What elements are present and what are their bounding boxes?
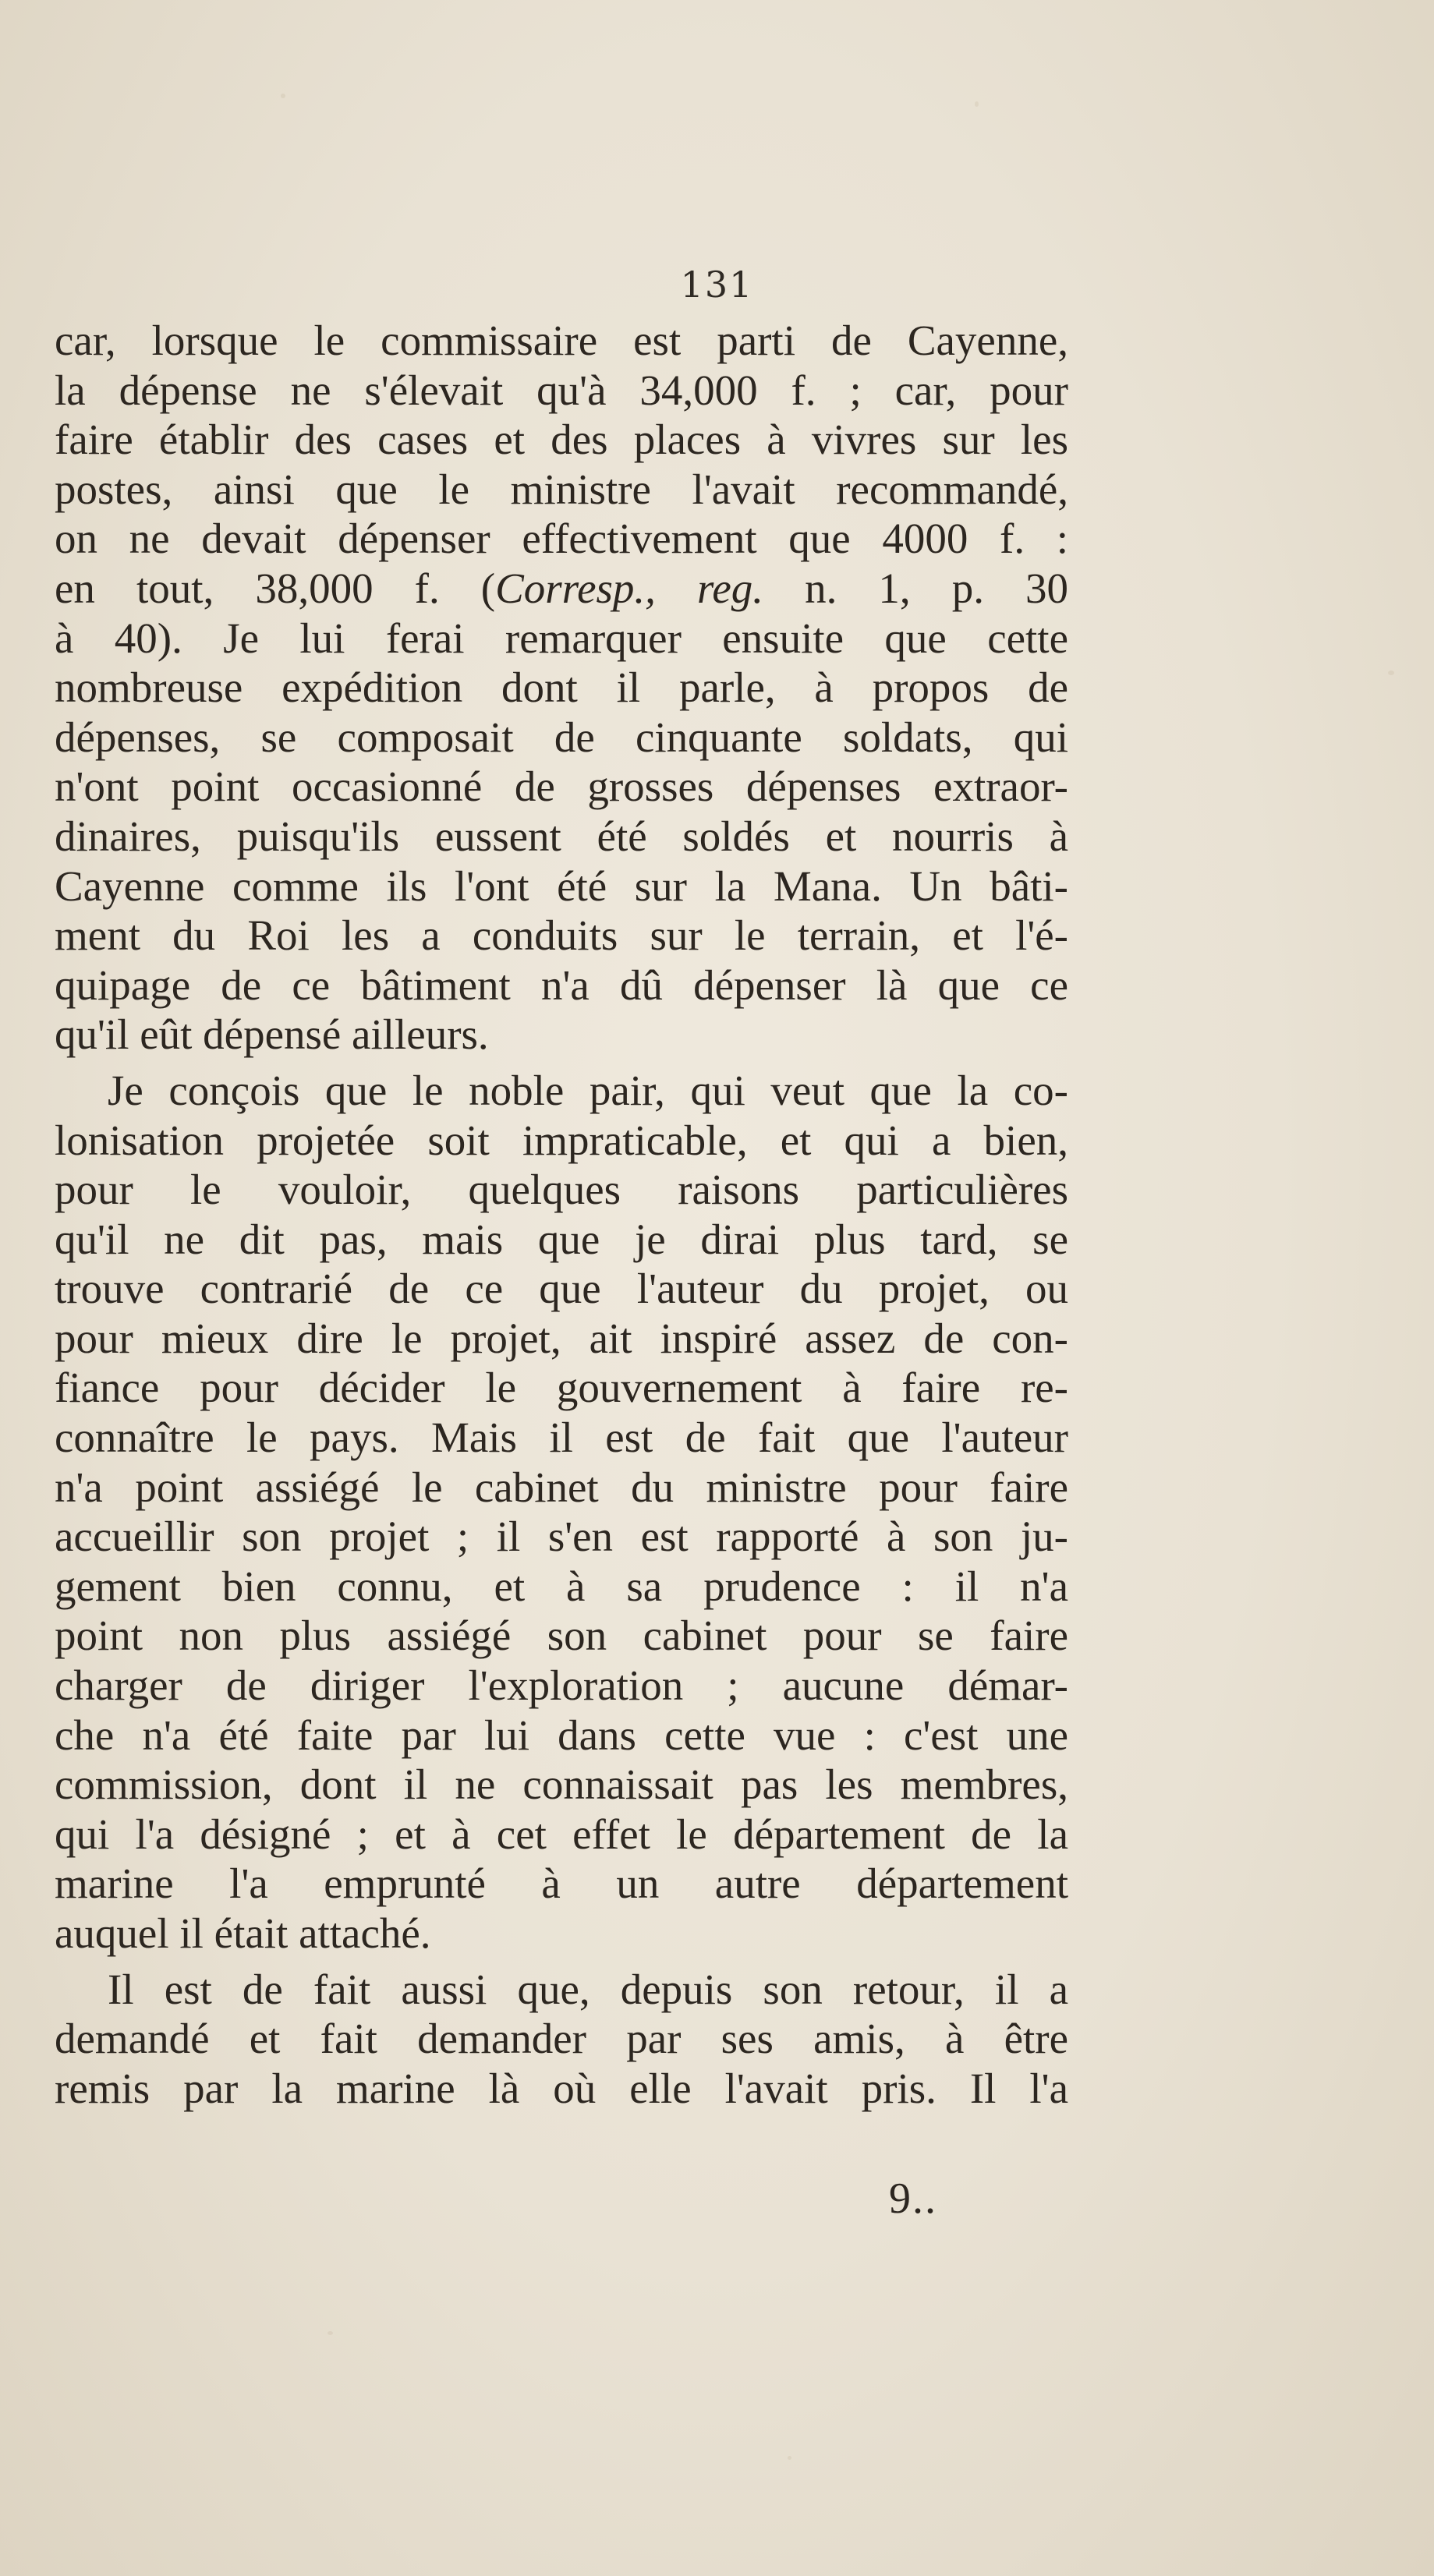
text-line: nombreuse expédition dont il parle, à propos de	[55, 663, 1068, 712]
text-line: quipage de ce bâtiment n'a dû dépenser là que ce	[55, 961, 1068, 1009]
text-line: che n'a été faite par lui dans cette vue : c'est une	[55, 1711, 1068, 1759]
text-line: lonisation projetée soit impraticable, et qui a bien,	[55, 1116, 1068, 1164]
text-line: accueillir son projet ; il s'en est rapporté à son ju-	[55, 1513, 1068, 1561]
paper-spot	[1388, 671, 1394, 675]
text-line: auquel il était attaché.	[55, 1909, 431, 1957]
text-line: postes, ainsi que le ministre l'avait recommandé,	[55, 465, 1068, 513]
text-line: à 40). Je lui ferai remarquer ensuite que cette	[55, 614, 1068, 662]
text-line: ment du Roi les a conduits sur le terrain, et l'é-	[55, 911, 1068, 960]
paper-spot	[281, 94, 285, 98]
paper-spot	[975, 101, 979, 107]
paragraph-start-line: Il est de fait aussi que, depuis son retour, il a	[108, 1965, 1068, 2013]
text-line: dinaires, puisqu'ils eussent été soldés et nourris à	[55, 812, 1068, 860]
text-line	[55, 564, 1068, 614]
text-fragment: en tout, 38,000 f. (	[55, 564, 496, 612]
paper-spot	[328, 2331, 333, 2335]
body-text	[55, 316, 1068, 2113]
text-line: remis par la marine là où elle l'avait pris. Il l'a	[55, 2064, 1068, 2112]
text-line: qu'il eût dépensé ailleurs.	[55, 1010, 489, 1059]
text-line: connaître le pays. Mais il est de fait que l'auteur	[55, 1414, 1068, 1462]
text-line: commission, dont il ne connaissait pas les membres,	[55, 1760, 1068, 1809]
text-line: dépenses, se composait de cinquante soldats, qui	[55, 713, 1068, 761]
text-line: pour le vouloir, quelques raisons particulières	[55, 1166, 1068, 1214]
paragraph-start-line: Je conçois que le noble pair, qui veut que la co-	[108, 1066, 1068, 1114]
text-line: Cayenne comme ils l'ont été sur la Mana. Un bâti-	[55, 862, 1068, 910]
text-line: point non plus assiégé son cabinet pour se faire	[55, 1612, 1068, 1660]
text-line: gement bien connu, et à sa prudence : il n'a	[55, 1562, 1068, 1610]
text-line: car, lorsque le commissaire est parti de Cayenne,	[55, 317, 1068, 364]
text-line: fiance pour décider le gouvernement à faire re-	[55, 1364, 1068, 1412]
text-line: qui l'a désigné ; et à cet effet le département de la	[55, 1810, 1068, 1858]
text-line: marine l'a emprunté à un autre département	[55, 1859, 1068, 1908]
text-line: charger de diriger l'exploration ; aucune démar-	[55, 1661, 1068, 1710]
text-line: n'a point assiégé le cabinet du ministre pour faire	[55, 1463, 1068, 1511]
italic-reference: Corresp., reg.	[495, 564, 763, 612]
signature-mark: 9..	[889, 2174, 937, 2223]
page-number: 131	[680, 264, 754, 306]
text-line: pour mieux dire le projet, ait inspiré assez de con-	[55, 1314, 1068, 1362]
text-line: faire établir des cases et des places à vivres sur les	[55, 416, 1068, 464]
text-fragment: n. 1, p. 30	[805, 564, 1069, 612]
text-line: qu'il ne dit pas, mais que je dirai plus tard, se	[55, 1215, 1068, 1263]
text-line: la dépense ne s'élevait qu'à 34,000 f. ; car, pour	[55, 366, 1068, 414]
paper-spot	[788, 2456, 791, 2460]
text-line: n'ont point occasionné de grosses dépenses extraor-	[55, 763, 1068, 811]
text-line: trouve contrarié de ce que l'auteur du projet, ou	[55, 1265, 1068, 1313]
text-line: demandé et fait demander par ses amis, à être	[55, 2015, 1068, 2063]
text-line: on ne devait dépenser effectivement que 4000 f. :	[55, 515, 1068, 563]
